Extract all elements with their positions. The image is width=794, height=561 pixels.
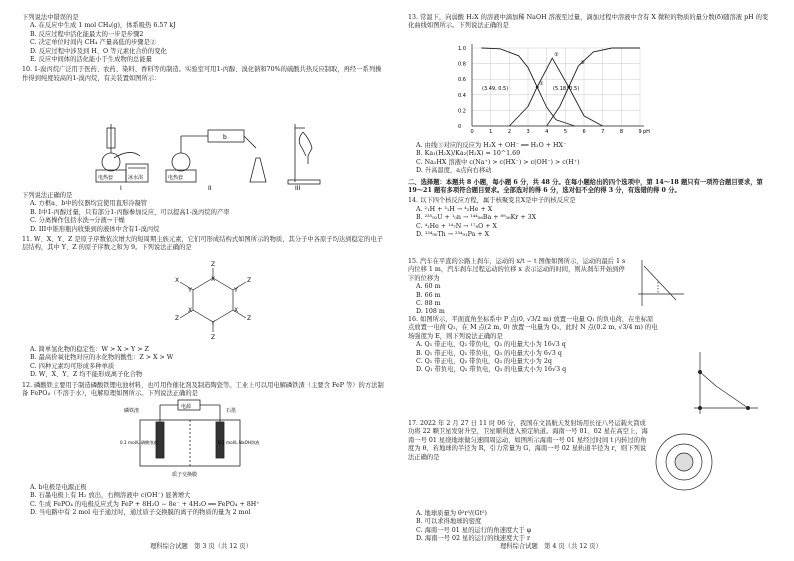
q15-option-b: B. 66 m [416,291,441,299]
q12-fig-label-slag: 磷铁渣 [124,408,140,414]
q16-option-d: D. Q₁ 带负电，Q₂ 带负电，Q₃ 的电量大小为 16√3 q [416,366,567,374]
q11-option-a: A. 简单氢化物的稳定性：W > X > Y > Z [30,346,149,353]
q14-option-b: B. ²³⁵₉₂U + ¹₀n → ¹⁴⁴₅₆Ba + ⁸⁹₃₆Kr + 3X [416,214,537,222]
right-page-q16 [408,316,658,375]
q12-fig-label-power: 电源 [181,404,192,410]
q12-option-c: C. 生成 FePO₄ 的电极反应式为 FeP + 8H₂O − 8e⁻ + 4H₂O ══ FePO₄ + 8H⁺ [30,500,260,508]
q17-option-c: C. 海南一号 01 星的运行的角速度大于 φ [416,526,532,534]
q13-curve-2 [509,58,602,126]
q13-stem: 13. 常温下，向弱酸 H₂X 的溶液中滴加稀 NaOH 溶液至过量，滴加过程中溶液中含有 X 微粒的物质的量分数(δ)随溶液 pH 的变化曲线如图所示。下列说法正确的是 [408,14,769,30]
q11-atom: Z [210,334,216,341]
q12-electrolysis-figure [120,398,260,482]
q13-y-tick: 1.0 [458,46,466,52]
left-page [22,14,387,83]
q17-stem: 17. 2022 年 2 月 27 日 11 时 06 分，我国在文昌航天发射场用长征八号运载火箭成功将 22 颗卫星发射升空，卫星顺利进入预定轨道。海南一号 01、02 星在高空上，海南一号 01 星绕地球做匀速圆周运动，如图所示海南一号 01 星经过时间 t 内转过的角度为 θ，若地球的半径为 R，引力常量为 G，海南一号 02 星轨道半径为 r，则下列说法正确的是 [408,420,648,461]
q11-atom: Y [234,287,238,294]
q13-curve-label: ② [554,52,559,59]
q13-y-tick: 0.4 [458,92,466,99]
q15-stem: 15. 汽车在平直的公路上刹车，运动的 x/t − t 图像如图所示，运动的最后 1 s 内位移 1 m，汽车刹车过程运动的位移 x 表示运动的时间，则从刹车开始到停下的位移为 [408,258,626,282]
q10-option-a: A. 方框a、b中的仪器均宜使用直形冷凝管 [30,200,148,208]
q13-x-tick: 4 [545,129,549,135]
q16-option-a: A. Q₁ 带正电，Q₂ 带负电，Q₃ 的电量大小为 16√3 q [416,341,566,349]
q11-stem: 11. W、X、Y、Z 是原子序数依次增大的短周期主族元素，它们可形成结构式如图所示的物质，其分子中各原子均达到稳定的电子层结构，其中 Y、Z 的原子序数之和为 9。下列说法正确的是 [22,236,383,252]
q12-fig-label-left-sol: 0.1 mol/L 磷酸溶液 [120,440,158,445]
q12-option-a: A. b电极是电源正极 [30,484,87,491]
q10-fig-label-b: b [223,134,227,141]
q10-fig-label-II: II [208,185,212,190]
right-page-q13-options [408,142,773,239]
q11-atom: Y [188,287,192,294]
q17-option-d: D. 海南一号 02 星的运行的线速度大于 r [416,535,531,543]
q10-apparatus-figure [90,118,330,190]
q13-option-b: B. Ka₁(H₂X)/Ka₂(H₂X) = 10^1.69 [416,150,521,158]
q11-atom: X [233,307,239,314]
q16-coordinate-figure [690,348,762,420]
q13-curve-label: ③ [580,59,585,66]
left-page-bottom [22,484,387,518]
q16-option-c: C. Q₁ 带正电，Q₂ 带负电，Q₃ 的电量大小为 2q [416,358,552,366]
q11-atom: X [174,277,180,284]
q15-option-a: A. 60 m [416,283,441,291]
q17-orbit-figure [654,420,714,500]
q14-option-c: C. ⁴₂He + ¹⁴₇N → ¹⁷₈O + X [416,222,498,230]
q9-option-e: E. 反应中间体的活化能小于生成物的总能量 [30,56,152,64]
q9-option-a: A. 在反应中生成 1 mol CH₄(g)，体系吸热 6.57 kJ [30,22,176,30]
q10-option-c: C. 分离操作包括水洗→分液→干燥 [30,217,125,225]
q13-x-tick: 5 [563,129,568,135]
q10-fig-label-I: I [120,185,122,190]
q14-option-a: A. ²₁H + ³₁H → ⁴₂He + X [416,205,493,213]
right-page-q17 [408,420,648,462]
q13-x-tick: 1 [489,129,493,135]
q14-stem: 14. 以下四个核反应方程，属于核聚变且X是中子的核反应是 [408,197,576,205]
q16-option-b: B. Q₁ 带正电，Q₂ 带负电，Q₃ 的电量大小为 6√3 q [416,349,562,357]
q14-option-d: D. ²³⁴₉₀Th → ²³⁴₉₁Pa + X [416,231,490,239]
left-page-mid [22,192,387,253]
q10-stem: 10. 1-溴丙烷广泛用于医药、农药、染料、香料等的制造。实验室可用1-丙醇、溴化钠和70%的硫酸共热反应制取，再经一系列操作得到纯度较高的1-溴丙烷，有关装置如图所示： [22,66,382,82]
q13-x-tick: 8 [619,129,624,135]
q13-y-tick: 0.2 [458,108,466,115]
q13-curve-label: ① [539,81,544,87]
q15-graph [636,258,686,310]
q11-structure-figure [168,258,258,344]
right-page [408,14,773,31]
q11-atom: X [187,307,193,314]
q12-fig-label-membrane: 质子交换膜 [172,472,198,478]
q9-option-c: C. 决定单位时间内 CH₄ 产量高低的步骤是② [30,39,157,47]
q11-option-c: C. 四种元素均可形成多种单质 [30,362,115,370]
q11-option-b: B. 最高价氧化物对应的水化物的酸性：Z > X > W [30,354,174,362]
left-page-footer: 理科综合试题 第 3 页（共 12 页） [150,543,252,550]
q12-fig-label-graphite: 石墨 [226,408,237,414]
q13-x-tick: 3 [526,129,530,135]
section-2-heading: 二、选择题：本题共 8 小题，每小题 6 分，共 48 分。在每小题给出的四个选项中，第 14～18 题只有一项符合题目要求，第 19～21 题有多项符合题目要求。全部选对的得 6 分，选对但不全的得 3 分，有选错的得 0 分。 [408,178,763,195]
q13-option-d: D. 升高温度，a点向右移动 [416,167,492,175]
q10-lead: 下列说法正确的是 [22,192,73,199]
q10-option-b: B. I中1-丙醇过量，只有部分1-丙醇参加反应，可以提高1-溴丙烷的产率 [30,208,230,216]
q13-point-b: (5.18, 0.5) [553,86,580,92]
q10-fig-label-mantle2: 电热套 [168,175,184,181]
right-page-q17-options [408,510,773,544]
q13-option-a: A. 由线③对应的反应为 H₂X + OH⁻ ══ H₂O + HX⁻ [416,142,567,149]
q10-fig-label-icebath: 冰水浴 [128,175,144,181]
q12-option-b: B. 石墨电极上有 H₂ 放出，右侧溶液中 c(OH⁻) 显著增大 [30,492,191,500]
q11-atom: Z [246,277,252,284]
q13-intersection-point [536,86,539,89]
q13-x-tick: 6 [582,129,586,135]
q11-atom: X [210,276,216,283]
q11-atom: Z [210,261,216,268]
q10-fig-label-III: III [295,185,301,190]
q9-option-b: B. 反应过程中活化能最大的一步是步骤2 [30,30,144,38]
q13-x-tick: 0 [470,129,474,135]
q12-fig-label-right-sol: 0.1 mol/L NaOH溶液 [218,440,260,445]
q9-lead: 下列说法中错误的是 [22,14,79,21]
q10-option-d: D. III中锥形瓶内收集到的液体中含有1-溴丙烷 [30,225,160,233]
right-page-q15 [408,258,628,317]
q12-stem: 12. 磷酸铁主要用于制造磷酸铁锂电池材料，也可用作催化剂及制造陶瓷等。工业上可以用电解磷铁渣（主要含 FeP 等）的方法制备 FePO₄（不溶于水），电解原理如图所示。下列说法正确的是 [22,381,384,398]
q13-x-tick: 7 [601,129,605,135]
q17-option-a: A. 地球质量为 θ²r³/(Gt²) [416,510,488,517]
q17-option-b: B. 可以求得地球的密度 [416,518,482,526]
q11-atom: Y [211,320,215,327]
q13-option-c: C. Na₂HX 溶液中 c(Na⁺) > c(HX⁻) > c(OH⁻) > c(H⁺) [416,158,580,166]
q13-point-a: (3.49, 0.5) [482,86,509,92]
q12-option-d: D. 当电路中有 2 mol 电子通过时，通过质子交换膜的离子的物质的量为 2 mol [30,509,251,517]
q13-y-tick: 0.6 [458,77,466,84]
q13-x-tick: 9 [638,129,642,135]
q13-y-tick: 0 [458,124,462,130]
q15-option-d: D. 108 m [416,308,445,316]
q13-x-tick: pH [643,129,650,135]
q13-y-tick: 0.8 [458,61,466,68]
right-page-footer: 理科综合试题 第 4 页（共 12 页） [500,543,602,550]
q11-atom: Z [246,315,252,322]
q9-option-d: D. 反应过程中涉及到 H、O 等元素化合价的变化 [30,47,167,55]
q10-fig-label-mantle1: 电热套 [98,175,114,181]
q15-option-c: C. 88 m [416,300,441,308]
q16-stem: 16. 如图所示，平面直角坐标系中 P 点(0, √3/2 m) 放置一电量 Q₁ 的负电荷，在坐标原点放置一电荷 Q₂，在 M 点(2 m, 0) 放置一电量为 Q₃，此时 N 点(0.2 m, √3/4 m) 的电场强度为 E，则下列说法正确的是 [408,316,658,340]
q13-x-tick: 2 [507,129,512,135]
q11-option-d: D. W、X、Y、Z 均不能形成离子化合物 [30,371,143,379]
left-page-lower [22,346,387,398]
q11-atom: Z [174,315,180,322]
q13-distribution-chart [450,40,650,140]
